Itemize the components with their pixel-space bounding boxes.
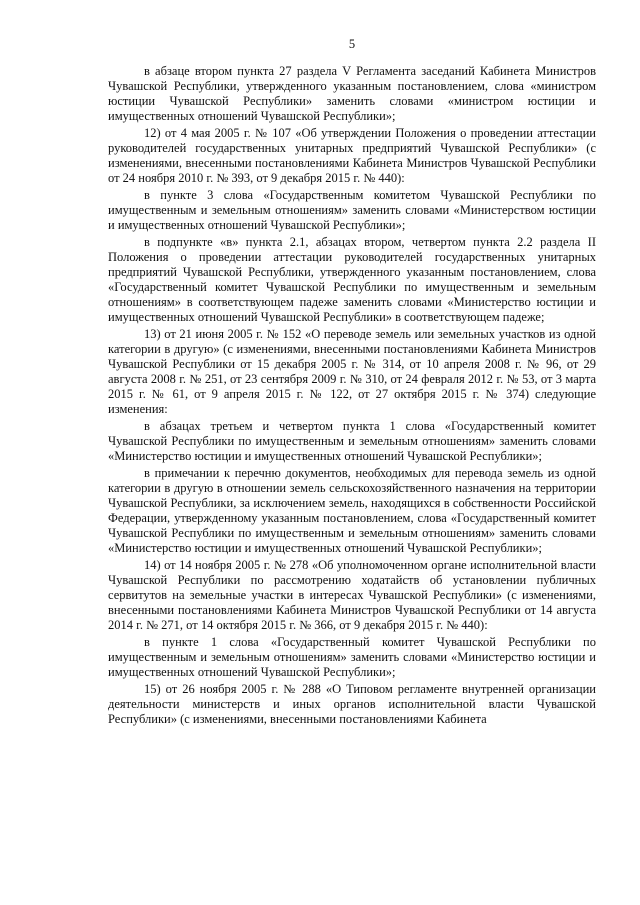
page-number: 5 [348, 37, 356, 51]
paragraph: в абзацах третьем и четвертом пункта 1 слова «Государственный комитет Чувашской Республики по имущественным и земельным отношениям» заменить словами «Министерство юстиции и имущественных отношений Чувашской Республики»; [108, 419, 596, 463]
document-body [108, 64, 596, 727]
paragraph: 13) от 21 июня 2005 г. № 152 «О переводе земель или земельных участков из одной категории в другую» (с изменениями, внесенными постановлениями Кабинета Министров Чувашской Республики от 15 декабря 2005 г. № 314, от 10 апреля 2008 г. № 96, от 29 августа 2008 г. № 251, от 23 сентября 2009 г. № 310, от 24 февраля 2012 г. № 53, от 3 марта 2015 г. № 61, от 9 апреля 2015 г. № 122, от 27 октября 2015 г. № 374) следующие изменения: [108, 327, 596, 416]
paragraph: в подпункте «в» пункта 2.1, абзацах втором, четвертом пункта 2.2 раздела II Положения о проведении аттестации руководителей государственных унитарных предприятий Чувашской Республики, утвержденного указанным постановлением, слова «Государственный комитет Чувашской Республики по имущественным и земельным отношениям» в соответствующем падеже заменить словами «Министерство юстиции и имущественных отношений Чувашской Республики» в соответствующем падеже; [108, 235, 596, 324]
paragraph: в пункте 3 слова «Государственным комитетом Чувашской Республики по имущественным и земельным отношениям» заменить словами «Министерством юстиции и имущественных отношений Чувашской Республики»; [108, 188, 596, 232]
paragraph: 15) от 26 ноября 2005 г. № 288 «О Типовом регламенте внутренней организации деятельности министерств и иных органов исполнительной власти Чувашской Республики» (с изменениями, внесенными постановлениями Кабинета [108, 682, 596, 726]
paragraph: в пункте 1 слова «Государственный комитет Чувашской Республики по имущественным и земельным отношениям» заменить словами «Министерство юстиции и имущественных отношений Чувашской Республики»; [108, 635, 596, 679]
paragraph: 14) от 14 ноября 2005 г. № 278 «Об уполномоченном органе исполнительной власти Чувашской Республики по рассмотрению ходатайств об установлении публичных сервитутов на земельные участки в интересах Чувашской Республики» (с изменениями, внесенными постановлениями Кабинета Министров Чувашской Республики от 14 августа 2014 г. № 271, от 14 октября 2015 г. № 366, от 9 декабря 2015 г. № 440): [108, 558, 596, 632]
paragraph: в примечании к перечню документов, необходимых для перевода земель из одной категории в другую в отношении земель сельскохозяйственного назначения на территории Чувашской Республики, за исключением земель, находящихся в собственности Российской Федерации, утвержденному указанным постановлением, слова «Государственный комитет Чувашской Республики по имущественным и земельным отношениям» заменить словами «Министерство юстиции и имущественных отношений Чувашской Республики»; [108, 466, 596, 555]
paragraph: в абзаце втором пункта 27 раздела V Регламента заседаний Кабинета Министров Чувашской Республики, утвержденного указанным постановлением, слова «министром юстиции Чувашской Республики» заменить словами «министром юстиции и имущественных отношений Чувашской Республики»; [108, 64, 596, 123]
paragraph: 12) от 4 мая 2005 г. № 107 «Об утверждении Положения о проведении аттестации руководителей государственных унитарных предприятий Чувашской Республики» (с изменениями, внесенными постановлениями Кабинета Министров Чувашской Республики от 24 ноября 2010 г. № 393, от 9 декабря 2015 г. № 440): [108, 126, 596, 185]
